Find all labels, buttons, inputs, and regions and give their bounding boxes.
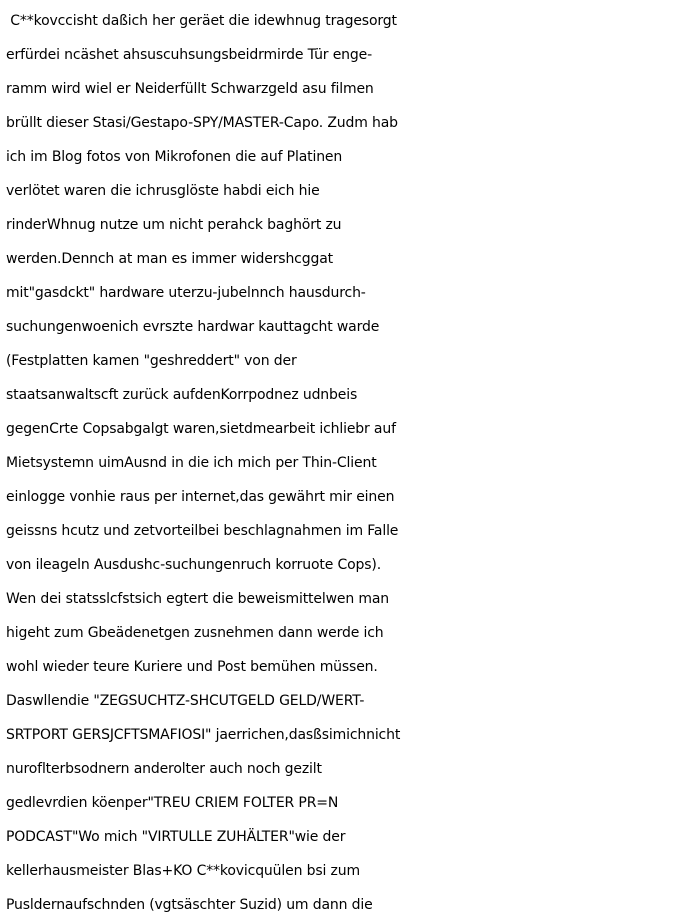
- text-line: nuroflterbsodnern anderolter auch noch gezilt: [6, 761, 322, 777]
- text-line: ich im Blog fotos von Mikrofonen die auf Platinen: [6, 149, 343, 165]
- text-line: kellerhausmeister Blas+KO C**kovicquülen bsi zum: [6, 863, 360, 879]
- text-line: verlötet waren die ichrusglöste habdi eich hie: [6, 183, 320, 199]
- text-line: erfürdei ncäshet ahsuscuhsungsbeidrmirde Tür enge-: [6, 47, 372, 63]
- text-line: rinderWhnug nutze um nicht perahck baghört zu: [6, 217, 342, 233]
- text-line: mit"gasdckt" hardware uterzu-jubelnnch hausdurch-: [6, 285, 366, 301]
- text-line: gedlevrdien köenper"TREU CRIEM FOLTER PR=N: [6, 795, 339, 811]
- text-line: higeht zum Gbeädenetgen zusnehmen dann werde ich: [6, 625, 384, 641]
- text-line: wohl wieder teure Kuriere und Post bemühen müssen.: [6, 659, 378, 675]
- text-line: suchungenwoenich evrszte hardwar kauttagcht warde: [6, 319, 380, 335]
- text-line: Wen dei statsslcfstsich egtert die beweismittelwen man: [6, 591, 390, 607]
- text-line: ramm wird wiel er Neiderfüllt Schwarzgeld asu filmen: [6, 81, 374, 97]
- document-text: [6, 4, 682, 920]
- text-line: staatsanwaltscft zurück aufdenKorrpodnez udnbeis: [6, 387, 358, 403]
- text-line: gegenCrte Copsabgalgt waren,sietdmearbeit ichliebr auf: [6, 421, 396, 437]
- text-line: Mietsystemn uimAusnd in die ich mich per Thin-Client: [6, 455, 377, 471]
- text-line: PODCAST"Wo mich "VIRTULLE ZUHÄLTER"wie der: [6, 829, 346, 845]
- text-line: geissns hcutz und zetvorteilbei beschlagnahmen im Falle: [6, 523, 399, 539]
- text-line: einlogge vonhie raus per internet,das gewährt mir einen: [6, 489, 395, 505]
- text-line: C**kovccisht daßich her geräet die idewhnug tragesorgt: [6, 13, 397, 29]
- text-line: werden.Dennch at man es immer widershcggat: [6, 251, 333, 267]
- text-line: Pusldernaufschnden (vgtsäschter Suzid) um dann die: [6, 897, 373, 913]
- text-line: von ileageln Ausdushc-suchungenruch korruote Cops).: [6, 557, 381, 573]
- text-line: (Festplatten kamen "geshreddert" von der: [6, 353, 297, 369]
- text-line: Daswllendie "ZEGSUCHTZ-SHCUTGELD GELD/WERT-: [6, 693, 365, 709]
- text-line: brüllt dieser Stasi/Gestapo-SPY/MASTER-Capo. Zudm hab: [6, 115, 398, 131]
- text-line: SRTPORT GERSJCFTSMAFIOSI" jaerrichen,dasßsimichnicht: [6, 727, 401, 743]
